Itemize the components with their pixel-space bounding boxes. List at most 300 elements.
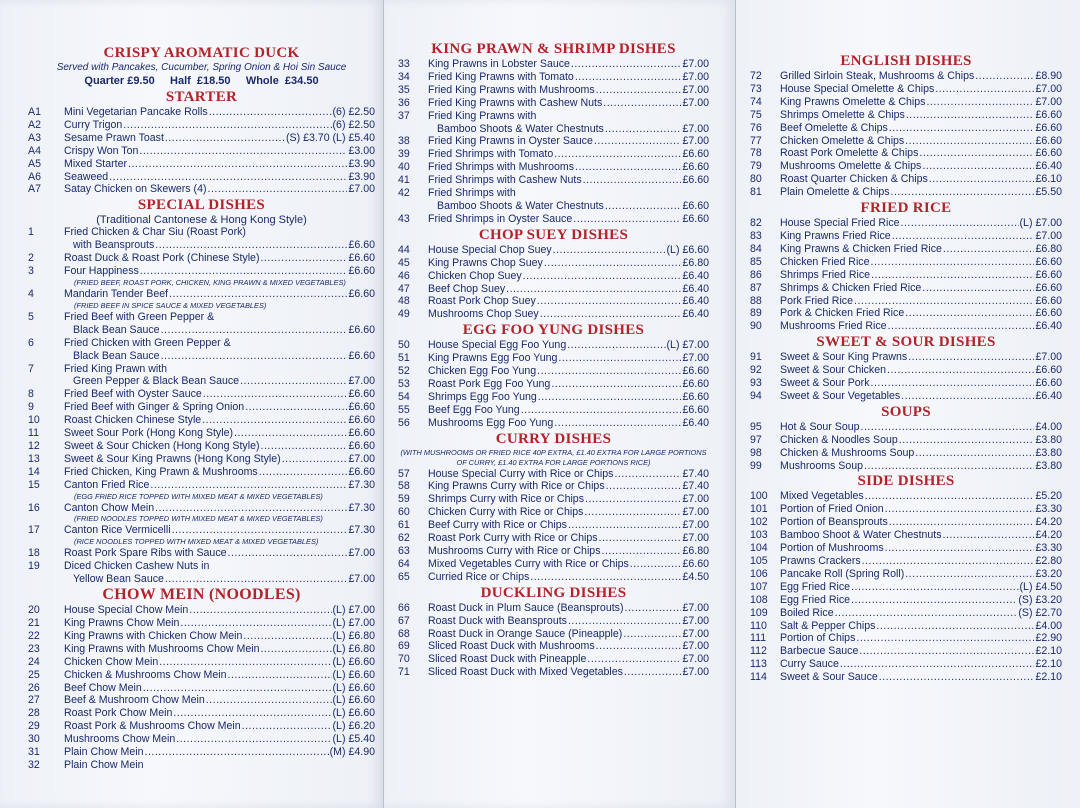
item-name: Mushrooms Chop Suey [428, 308, 539, 321]
leader-dots [240, 375, 347, 388]
item-name: Beef Omelette & Chips [780, 121, 888, 134]
item-price: £6.60 [682, 403, 709, 416]
menu-item [28, 707, 375, 720]
menu-item [398, 558, 709, 571]
menu-item [28, 414, 375, 427]
item-price: £6.60 [348, 388, 375, 401]
item-number: 58 [398, 480, 410, 493]
item-name: Fried Beef with Ginger & Spring Onion [64, 401, 245, 414]
leader-dots [599, 532, 682, 545]
item-name-line: Black Bean Sauce [73, 349, 160, 362]
item-price: £6.60 [348, 694, 375, 707]
leader-dots [169, 288, 347, 301]
menu-item [398, 417, 709, 430]
menu-item [398, 244, 709, 257]
item-name: Mixed Vegetables Curry with Rice or Chips [428, 557, 629, 570]
item-price: £6.60 [682, 557, 709, 570]
menu-item [750, 282, 1062, 295]
item-price: £2.10 [1035, 645, 1062, 658]
leader-dots [596, 84, 682, 97]
leader-dots [123, 119, 331, 132]
menu-item-continued [398, 200, 709, 213]
item-name: Beef Chop Suey [428, 282, 506, 295]
item-name: Beef Curry with Rice or Chips [428, 519, 567, 532]
item-price: £7.00 [682, 666, 709, 679]
leader-dots [128, 158, 347, 171]
item-price: £6.60 [1035, 377, 1062, 390]
leader-dots [596, 640, 682, 653]
item-price: £3.90 [348, 157, 375, 170]
item-price: £6.60 [682, 377, 709, 390]
leader-dots [245, 401, 347, 414]
item-name: Chicken Omelette & Chips [780, 134, 905, 147]
menu-item [398, 391, 709, 404]
soups-heading: SOUPS [881, 403, 931, 420]
leader-dots [624, 666, 682, 679]
item-name: Fried King Prawns with Tomato [428, 70, 574, 83]
item-price: £7.00 [348, 375, 375, 388]
item-name: Portion of Mushrooms [780, 542, 884, 555]
leader-dots [155, 239, 347, 252]
item-price: £6.60 [348, 465, 375, 478]
item-number: 42 [398, 187, 410, 200]
menu-item [750, 217, 1062, 230]
item-price: £7.00 [682, 532, 709, 545]
item-number: 14 [28, 465, 40, 478]
item-price: £6.40 [682, 416, 709, 429]
leader-dots [583, 174, 682, 187]
item-name: House Special Egg Foo Yung [428, 339, 567, 352]
item-name: Chicken Curry with Rice or Chips [428, 506, 584, 519]
item-number: 10 [28, 414, 40, 427]
crispy-duck-heading: CRISPY AROMATIC DUCK [103, 45, 300, 61]
item-name: Crispy Won Ton [64, 144, 139, 157]
menu-item [398, 506, 709, 519]
menu-item [398, 493, 709, 506]
item-price: £6.60 [1035, 108, 1062, 121]
item-price: £5.40 [348, 733, 375, 746]
menu-item [398, 161, 709, 174]
item-price: £6.60 [682, 243, 709, 256]
item-number: 15 [28, 478, 40, 491]
item-size: (L) [332, 668, 346, 681]
item-price: £6.40 [1035, 320, 1062, 333]
menu-item [750, 256, 1062, 269]
leader-dots [854, 295, 1034, 308]
item-price: £6.80 [348, 629, 375, 642]
item-price: £7.00 [348, 183, 375, 196]
item-number: 45 [398, 256, 410, 269]
item-name: Fried Chicken & Char Siu (Roast Pork) [64, 226, 246, 239]
item-size: (L) [666, 339, 680, 352]
menu-item [398, 519, 709, 532]
item-price: £2.70 [1035, 606, 1062, 619]
leader-dots [259, 466, 348, 479]
item-price: £7.30 [348, 501, 375, 514]
item-number: 84 [750, 242, 762, 255]
menu-item [750, 581, 1062, 594]
menu-item [28, 746, 375, 759]
item-name: Sweet & Sour Sauce [780, 671, 878, 684]
leader-dots [209, 106, 332, 119]
menu-item [28, 453, 375, 466]
leader-dots [906, 109, 1035, 122]
item-name: Chicken Egg Foo Yung [428, 365, 537, 378]
item-price: £7.00 [682, 493, 709, 506]
leader-dots [173, 707, 331, 720]
item-name: Plain Omelette & Chips [780, 186, 890, 199]
menu-item [750, 135, 1062, 148]
item-number: 27 [28, 694, 40, 707]
leader-dots [575, 161, 681, 174]
item-name: Shrimps & Chicken Fried Rice [780, 281, 922, 294]
menu-item [750, 658, 1062, 671]
chow-mein-list [28, 604, 375, 772]
menu-item [398, 257, 709, 270]
menu-item [398, 283, 709, 296]
menu-item [398, 71, 709, 84]
menu-item [28, 733, 375, 746]
leader-dots [139, 145, 347, 158]
item-price: £7.30 [348, 524, 375, 537]
item-name: Boiled Rice [780, 606, 834, 619]
item-price: £7.00 [682, 96, 709, 109]
item-number: 7 [28, 362, 34, 375]
item-number: 41 [398, 174, 410, 187]
item-name: Fried Shrimps with Tomato [428, 148, 554, 161]
item-number: 3 [28, 265, 34, 278]
menu-item [28, 363, 375, 376]
menu-item [398, 532, 709, 545]
menu-item [28, 669, 375, 682]
leader-dots [143, 682, 332, 695]
item-number: 22 [28, 629, 40, 642]
menu-item [28, 479, 375, 492]
menu-panel-left [0, 0, 384, 808]
item-price: £6.60 [1035, 268, 1062, 281]
item-number: 48 [398, 295, 410, 308]
item-number: 81 [750, 186, 762, 199]
leader-dots [594, 135, 682, 148]
item-number: 46 [398, 269, 410, 282]
item-size: (L) [1019, 217, 1033, 230]
king-prawn-heading: KING PRAWN & SHRIMP DISHES [431, 41, 676, 57]
menu-item [750, 243, 1062, 256]
item-size: (6) [332, 106, 346, 118]
item-number: 60 [398, 506, 410, 519]
item-size: (S) [1018, 593, 1033, 606]
item-price: £6.60 [682, 161, 709, 174]
item-number: 8 [28, 388, 34, 401]
menu-item [28, 682, 375, 695]
leader-dots [876, 620, 1034, 633]
leader-dots [929, 173, 1035, 186]
item-number: 17 [28, 524, 40, 537]
item-name: Sweet Sour Pork (Hong Kong Style) [64, 427, 233, 440]
item-price: £4.90 [348, 746, 375, 759]
item-price: £6.80 [682, 545, 709, 557]
menu-item [28, 524, 375, 537]
item-name: Roast Pork Spare Ribs with Sauce [64, 547, 227, 560]
item-number: 36 [398, 96, 410, 109]
item-price: £7.30 [348, 478, 375, 491]
menu-item [28, 252, 375, 265]
item-name: Pork Fried Rice [780, 294, 853, 307]
item-price: £6.60 [348, 681, 375, 694]
item-number: 88 [750, 294, 762, 307]
item-size: (L) [332, 694, 346, 707]
leader-dots [537, 365, 681, 378]
item-number: 50 [398, 339, 410, 352]
item-number: 24 [28, 655, 40, 668]
item-number: 11 [28, 427, 39, 440]
item-price: £6.60 [348, 401, 375, 414]
menu-item [28, 560, 375, 573]
menu-item [750, 364, 1062, 377]
menu-item [28, 617, 375, 630]
leader-dots [614, 468, 681, 481]
sweet-sour-list [750, 351, 1062, 403]
menu-item [398, 615, 709, 628]
item-name: Canton Rice Vermicelli [64, 524, 171, 537]
menu-item [750, 351, 1062, 364]
menu-item [398, 468, 709, 481]
leader-dots [544, 257, 682, 270]
leader-dots [234, 427, 347, 440]
item-number: A1 [28, 106, 41, 118]
starter-heading: STARTER [165, 89, 238, 105]
item-name: King Prawns Chop Suey [428, 256, 543, 269]
item-name-line: Bamboo Shoots & Water Chestnuts [437, 199, 604, 212]
menu-item [398, 339, 709, 352]
leader-dots [575, 71, 682, 84]
item-name: Egg Fried Rice [780, 580, 851, 593]
item-price: £6.80 [348, 642, 375, 655]
item-size: (L) [332, 681, 346, 694]
item-price: £7.00 [682, 339, 709, 352]
leader-dots [862, 555, 1035, 568]
leader-dots [840, 658, 1035, 671]
item-name: Roast Pork Chop Suey [428, 295, 536, 308]
menu-item [750, 555, 1062, 568]
item-price: £5.50 [1035, 186, 1062, 199]
menu-item [28, 604, 375, 617]
item-size: (L) [666, 243, 680, 256]
leader-dots [901, 390, 1034, 403]
item-name: Bamboo Shoot & Water Chestnuts [780, 529, 942, 542]
item-name: Mushrooms Curry with Rice or Chips [428, 545, 601, 557]
menu-item-continued [398, 123, 709, 136]
item-price: £6.60 [348, 655, 375, 668]
menu-item [750, 447, 1062, 460]
menu-item [750, 632, 1062, 645]
item-price: £3.80 [1035, 459, 1062, 472]
menu-item [750, 620, 1062, 633]
item-name: Fried Chicken, King Prawn & Mushrooms [64, 465, 258, 478]
leader-dots [537, 295, 682, 308]
fried-rice-heading: FRIED RICE [860, 200, 952, 217]
item-price: £7.00 [682, 122, 709, 135]
item-name: Fried King Prawns with Mushrooms [428, 83, 595, 96]
item-price: £2.10 [1035, 671, 1062, 684]
item-number: 63 [398, 545, 410, 557]
item-name: Roast Pork Egg Foo Yung [428, 377, 551, 390]
item-price: £6.60 [1035, 281, 1062, 294]
item-number: 75 [750, 108, 762, 121]
item-number: 65 [398, 570, 410, 583]
item-number: 37 [398, 109, 410, 122]
item-number: 18 [28, 547, 40, 560]
menu-item [28, 158, 375, 171]
leader-dots [568, 615, 682, 628]
item-price: £3.20 [1035, 567, 1062, 580]
item-number: 33 [398, 58, 410, 70]
item-name: King Prawns Curry with Rice or Chips [428, 480, 605, 493]
item-name: Sliced Roast Duck with Pineapple [428, 653, 587, 666]
item-name: Pork & Chicken Fried Rice [780, 307, 905, 320]
leader-dots [864, 460, 1034, 473]
leader-dots [851, 581, 1018, 594]
item-number: 82 [750, 217, 762, 230]
menu-item [750, 230, 1062, 243]
menu-item [398, 295, 709, 308]
side-dishes-list [750, 490, 1062, 684]
menu-item [750, 645, 1062, 658]
item-name: Chicken & Mushrooms Soup [780, 446, 915, 459]
item-price: £6.60 [348, 265, 375, 278]
leader-dots [888, 320, 1035, 333]
leader-dots [260, 643, 331, 656]
item-name: Sweet & Sour Chicken [780, 364, 886, 377]
menu-item [398, 187, 709, 200]
leader-dots [189, 604, 331, 617]
item-name: Portion of Chips [780, 632, 856, 645]
item-name: Sweet & Sour King Prawns (Hong Kong Style) [64, 452, 281, 465]
item-number: 59 [398, 493, 410, 506]
item-number: 2 [28, 252, 34, 265]
egg-foo-yung-heading: EGG FOO YUNG DISHES [462, 322, 645, 339]
item-name: Mixed Starter [64, 157, 127, 170]
leader-dots [568, 519, 682, 532]
menu-item [28, 265, 375, 278]
leader-dots [140, 265, 348, 278]
leader-dots [899, 434, 1035, 447]
item-number: 87 [750, 281, 762, 294]
leader-dots [606, 480, 682, 493]
sweet-sour-heading: SWEET & SOUR DISHES [816, 334, 996, 351]
item-name: Curried Rice or Chips [428, 570, 530, 583]
item-price: £6.60 [682, 148, 709, 161]
item-size: (L) [332, 617, 346, 629]
menu-item-continued [28, 350, 375, 363]
menu-item [28, 440, 375, 453]
item-number: A2 [28, 118, 41, 131]
chop-suey-list [398, 244, 709, 321]
item-number: 40 [398, 161, 410, 174]
item-price: £6.60 [348, 668, 375, 681]
item-name: Fried King Prawns with [428, 109, 537, 122]
leader-dots [571, 58, 682, 71]
leader-dots [551, 378, 681, 391]
item-name: Fried Chicken with Green Pepper & [64, 336, 231, 349]
item-size: (L) [332, 720, 346, 733]
item-name: Fried King Prawns with Cashew Nuts [428, 96, 603, 109]
item-name: Roast Duck in Plum Sauce (Beansprouts) [428, 601, 624, 614]
menu-item [28, 288, 375, 301]
leader-dots [506, 283, 681, 296]
item-name-line: with Beansprouts [73, 239, 155, 252]
item-price: £3.00 [348, 144, 375, 157]
item-price: £7.00 [1035, 217, 1062, 230]
menu-panel-middle [384, 0, 736, 808]
menu-item [750, 295, 1062, 308]
item-number: 66 [398, 601, 410, 614]
menu-item [750, 320, 1062, 333]
leader-dots [919, 147, 1034, 160]
item-number: 89 [750, 307, 762, 320]
item-price: £6.40 [682, 308, 709, 321]
item-number: 19 [28, 560, 40, 573]
item-name: Fried Shrimps in Oyster Sauce [428, 212, 573, 225]
leader-dots [242, 720, 332, 733]
item-name: Roast Duck with Beansprouts [428, 614, 567, 627]
menu-item [28, 630, 375, 643]
item-name: Fried King Prawns in Oyster Sauce [428, 135, 593, 148]
item-price: £4.20 [1035, 529, 1062, 542]
item-price: £4.00 [1035, 619, 1062, 632]
item-price: £6.60 [1035, 147, 1062, 160]
item-size: (L) [1019, 580, 1033, 593]
item-number: 85 [750, 255, 762, 268]
item-price: £7.00 [1035, 95, 1062, 108]
item-name: Sliced Roast Duck with Mushrooms [428, 640, 595, 653]
item-name: Chicken & Noodles Soup [780, 433, 898, 446]
item-name: Chicken & Mushrooms Chow Mein [64, 668, 227, 681]
menu-item [398, 110, 709, 123]
leader-dots [922, 282, 1034, 295]
item-price: £7.00 [1035, 82, 1062, 95]
item-name: King Prawns with Mushrooms Chow Mein [64, 642, 260, 655]
menu-item [398, 480, 709, 493]
menu-item [28, 694, 375, 707]
menu-item-continued [28, 375, 375, 388]
item-price: £7.00 [1035, 229, 1062, 242]
leader-dots [553, 244, 666, 257]
item-name: Beef & Mushroom Chow Mein [64, 694, 205, 707]
leader-dots [172, 524, 348, 537]
menu-item [28, 183, 375, 196]
item-number: 31 [28, 746, 40, 759]
menu-item [398, 545, 709, 558]
item-number: 38 [398, 135, 410, 148]
item-size: (L) [332, 604, 346, 617]
item-name: House Special Curry with Rice or Chips [428, 467, 614, 480]
menu-item [398, 666, 709, 679]
item-number: 83 [750, 229, 762, 242]
item-number: 73 [750, 82, 762, 95]
menu-item [398, 97, 709, 110]
item-number: 53 [398, 377, 410, 390]
menu-item [750, 377, 1062, 390]
item-number: 77 [750, 134, 762, 147]
item-price: £7.00 [682, 135, 709, 148]
item-price: £6.60 [348, 427, 375, 440]
menu-item [750, 70, 1062, 83]
menu-item [398, 352, 709, 365]
item-number: 113 [750, 658, 767, 671]
item-number: 111 [750, 632, 767, 645]
menu-item [28, 132, 375, 145]
